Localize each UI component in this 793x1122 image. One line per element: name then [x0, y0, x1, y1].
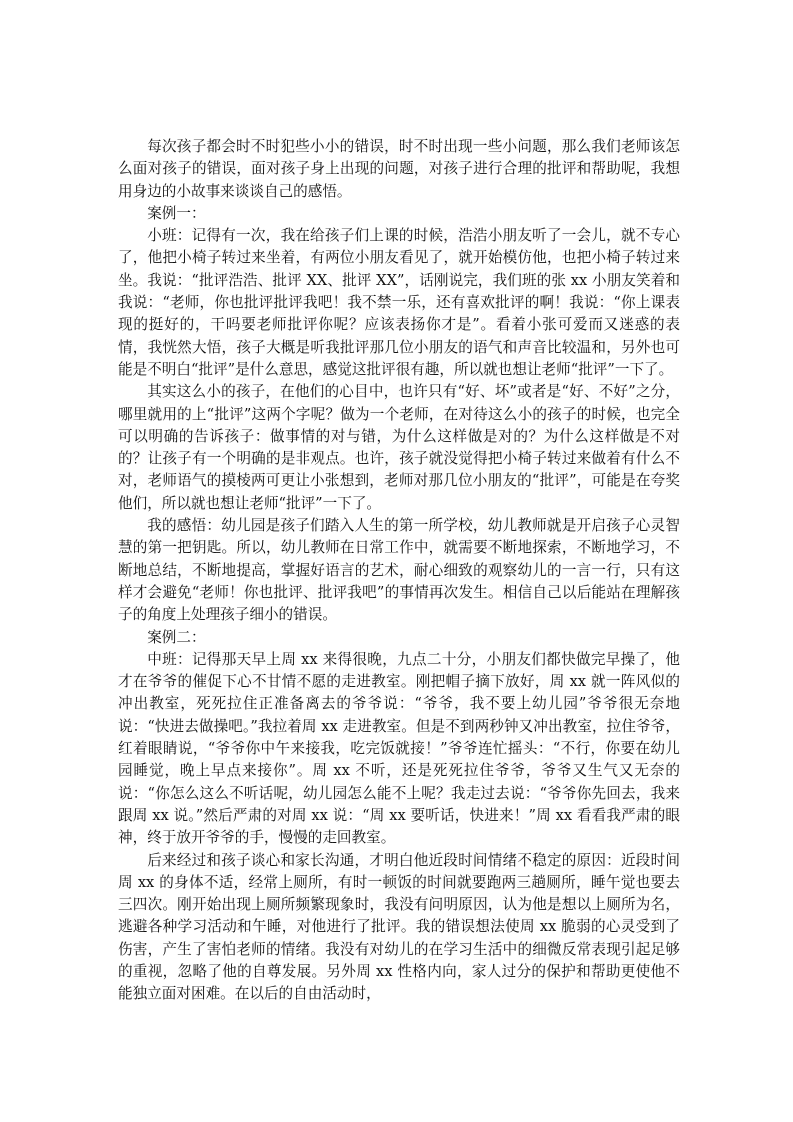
heading-case-two: 案例二： — [147, 628, 206, 646]
paragraph-case-one-story: 小班：记得有一次，我在给孩子们上课的时候，浩浩小朋友听了一会儿，就不专心了，他把小椅子转过来坐着，有两位小朋友看见了，就开始模仿他，也把小椅子转过来坐。我说：“批评浩浩、批评 XX、批评 XX”，话刚说完，我们班的张 xx 小朋友笑着和我说：“老师，你也批评批评我吧！我不禁一乐，还有喜欢批评的啊！我说：“你上课表现的挺好的，干吗要老师批评你呢？应该表扬你才是”。看着小张可爱而又迷惑的表情，我恍然大悟，孩子大概是听我批评那几位小朋友的语气和声音比较温和，另外也可能是不明白“批评”是什么意思，感觉这批评很有趣，所以就也想让老师“批评”一下了。 — [118, 227, 680, 378]
paragraph-case-one-analysis: 其实这么小的孩子，在他们的心目中，也许只有“好、坏”或者是“好、不好”之分，哪里就用的上“批评”这两个字呢？做为一个老师，在对待这么小的孩子的时候，也完全可以明确的告诉孩子：做事情的对与错，为什么这样做是对的？为什么这样做是不对的？让孩子有一个明确的是非观点。也许，孩子就没觉得把小椅子转过来做着有什么不对，老师语气的摸棱两可更让小张想到，老师对那几位小朋友的“批评”，可能是在夸奖他们，所以就也想让老师“批评”一下了。 — [118, 383, 680, 512]
paragraph-case-two-analysis: 后来经过和孩子谈心和家长沟通，才明白他近段时间情绪不稳定的原因：近段时间周 xx 的身体不适，经常上厕所，有时一顿饭的时间就要跑两三趟厕所，睡午觉也要去三四次。刚开始出现上厕所频繁现象时，我没有问明原因，认为他是想以上厕所为名，逃避各种学习活动和午睡，对他进行了批评。我的错误想法使周 xx 脆弱的心灵受到了伤害，产生了害怕老师的情绪。我没有对幼儿的在学习生活中的细微反常表现引起足够的重视，忽略了他的自尊发展。另外周 xx 性格内向，家人过分的保护和帮助更使他不能独立面对困难。在以后的自由活动时， — [118, 851, 680, 1003]
document-body — [118, 136, 680, 1006]
paragraph-case-two-story: 中班：记得那天早上周 xx 来得很晚，九点二十分，小朋友们都快做完早操了，他才在爷爷的催促下心不甘情不愿的走进教室。刚把帽子摘下放好，周 xx 就一阵风似的冲出教室，死死拉住正准备离去的爷爷说：“爷爷，我不要上幼儿园”爷爷很无奈地说：“快进去做操吧。”我拉着周 xx 走进教室。但是不到两秒钟又冲出教室，拉住爷爷，红着眼睛说，“爷爷你中午来接我，吃完饭就接！”爷爷连忙摇头：“不行，你要在幼儿园睡觉，晚上早点来接你”。周 xx 不听，还是死死拉住爷爷，爷爷又生气又无奈的说：“你怎么这么不听话呢，幼儿园怎么能不上呢？我走过去说：“爷爷你先回去，我来跟周 xx 说。”然后严肃的对周 xx 说：“周 xx 要听话，快进来！”周 xx 看看我严肃的眼神，终于放开爷爷的手，慢慢的走回教室。 — [118, 650, 680, 847]
paragraph-intro: 每次孩子都会时不时犯些小小的错误，时不时出现一些小问题，那么我们老师该怎么面对孩子的错误，面对孩子身上出现的问题，对孩子进行合理的批评和帮助呢，我想用身边的小故事来谈谈自己的感悟。 — [118, 138, 680, 200]
paragraph-case-one-reflection: 我的感悟：幼儿园是孩子们踏入人生的第一所学校，幼儿教师就是开启孩子心灵智慧的第一把钥匙。所以，幼儿教师在日常工作中，就需要不断地探索，不断地学习，不断地总结，不断地提高，掌握好语言的艺术，耐心细致的观察幼儿的一言一行，只有这样才会避免“老师！你也批评、批评我吧”的事情再次发生。相信自己以后能站在理解孩子的角度上处理孩子细小的错误。 — [118, 517, 680, 624]
heading-case-one: 案例一： — [147, 204, 206, 222]
